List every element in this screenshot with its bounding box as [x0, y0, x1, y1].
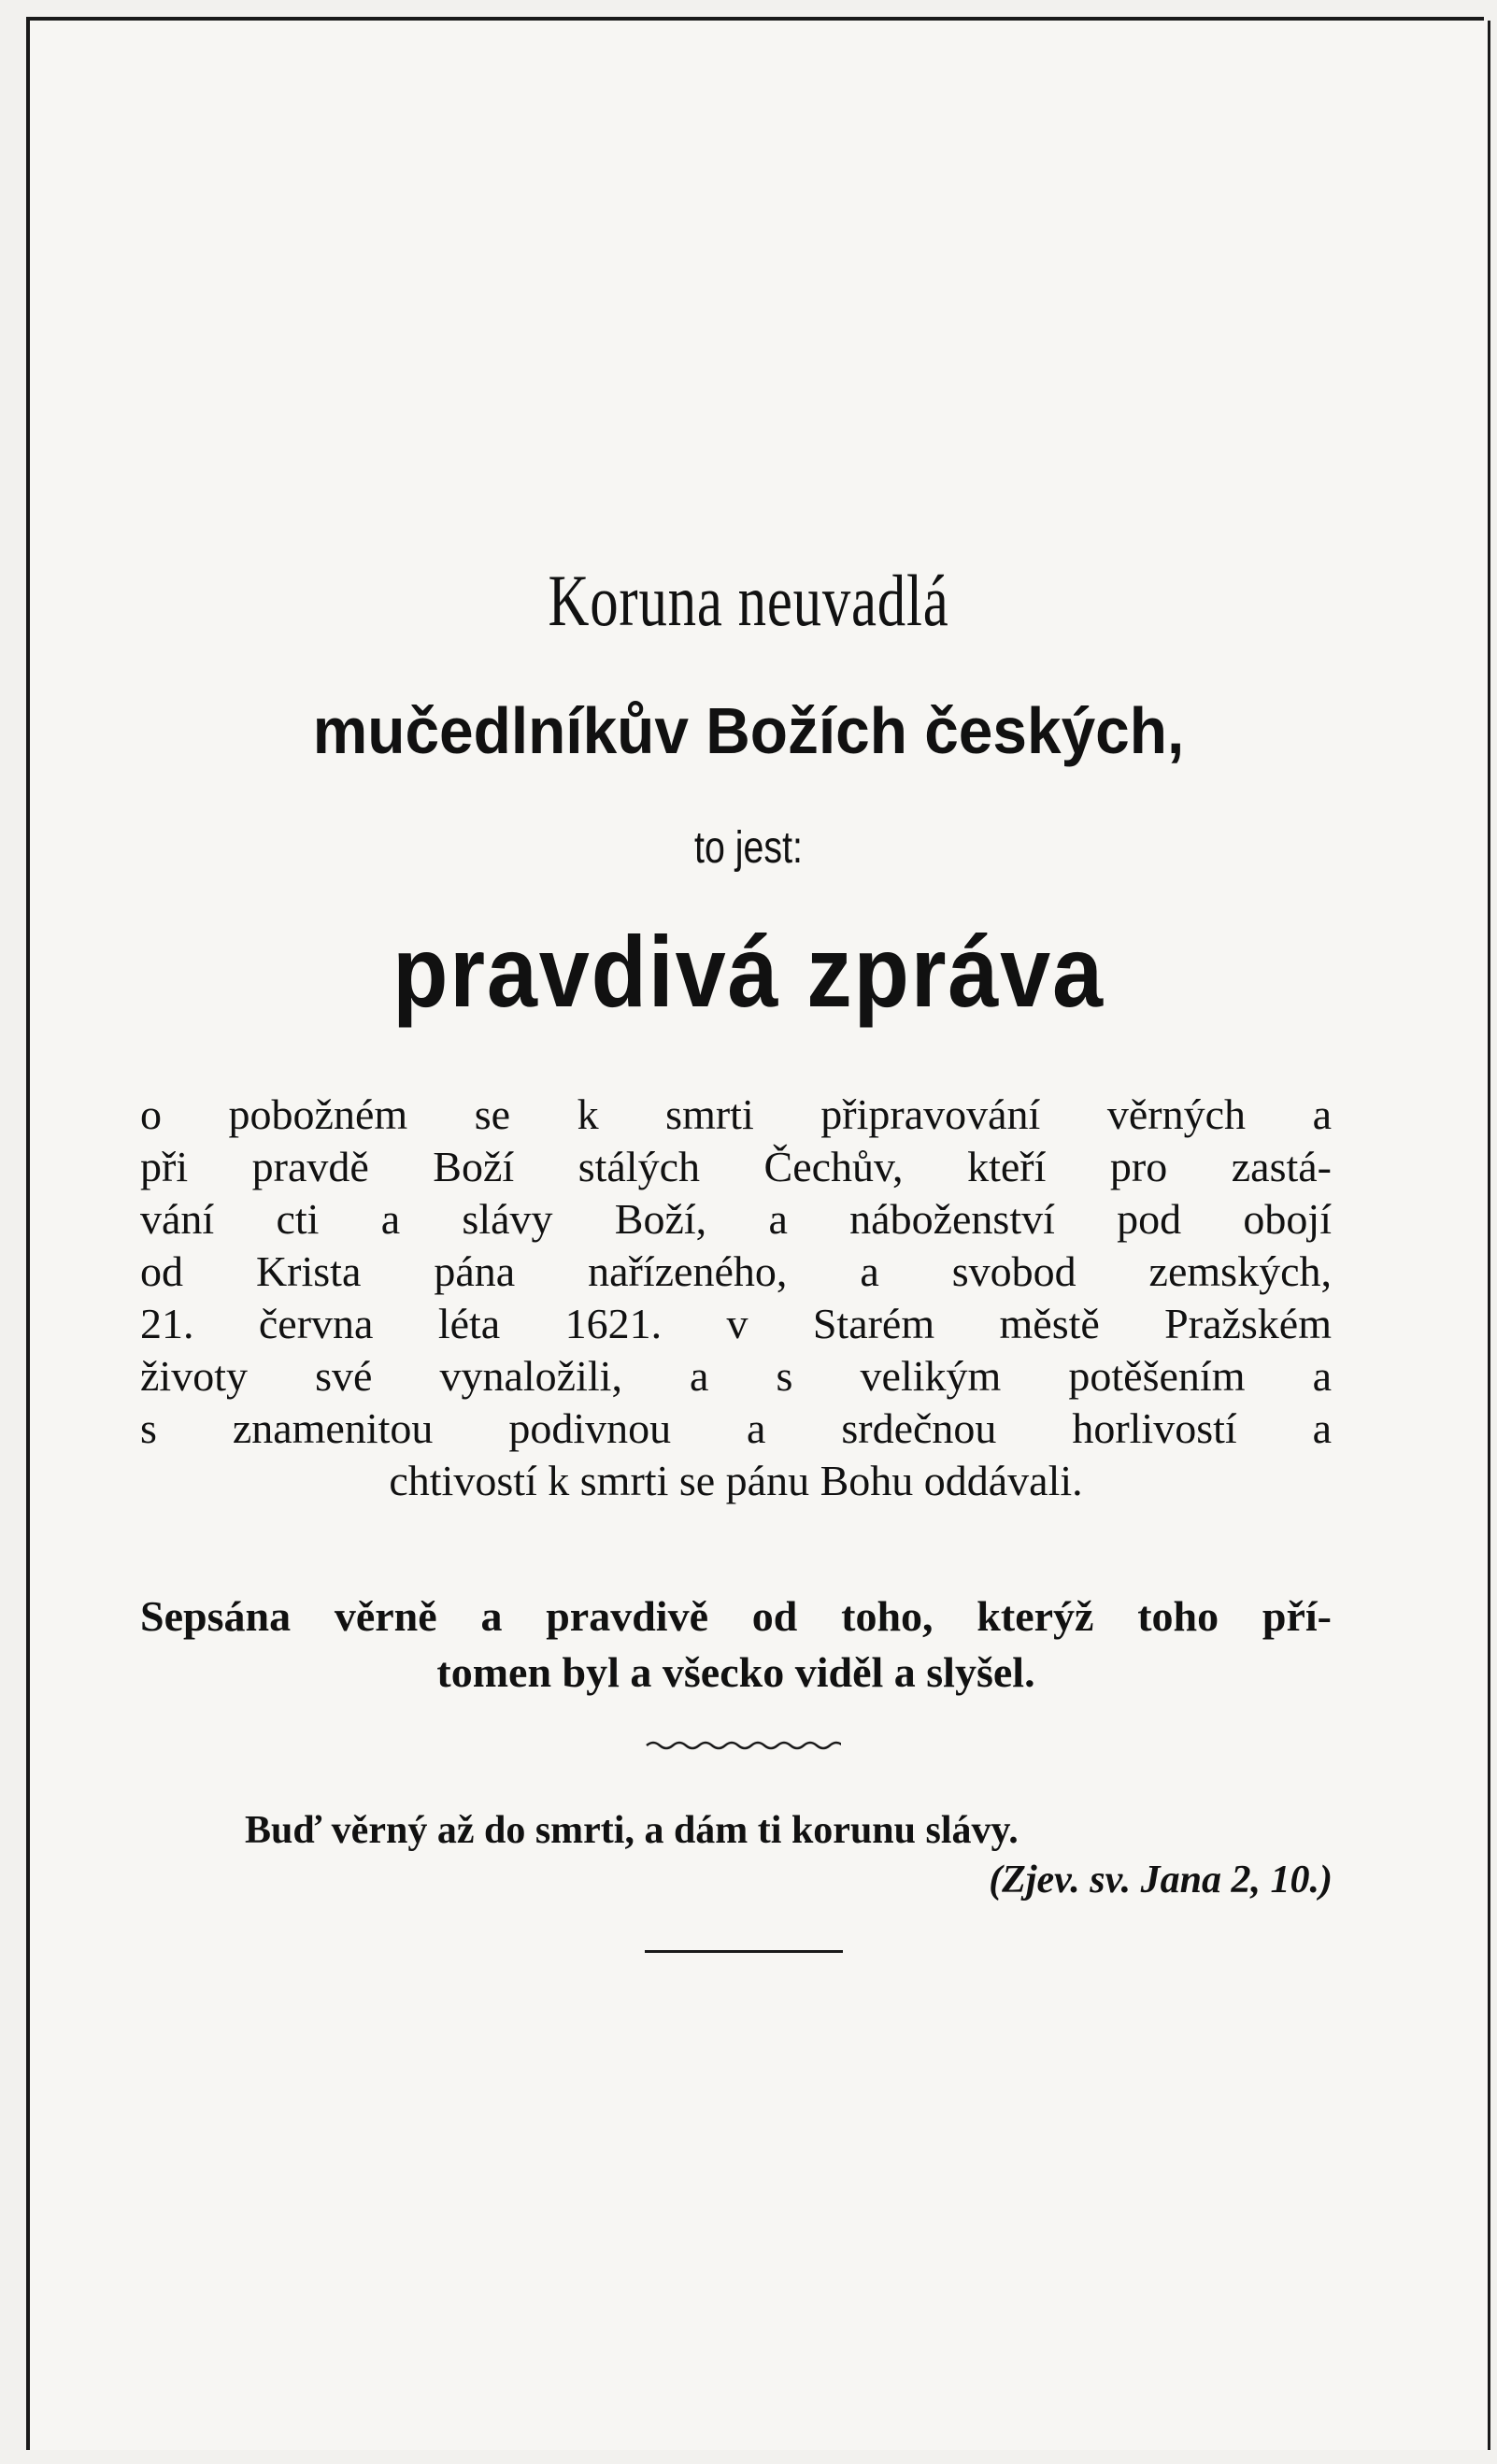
- body-line: při pravdě Boží stálých Čechův, kteří pro zastá-: [140, 1143, 1332, 1190]
- title-line-3: to jest:: [694, 823, 803, 873]
- attribution-line: tomen byl a všecko viděl a slyšel.: [436, 1648, 1035, 1696]
- wavy-divider: [645, 1738, 841, 1757]
- body-paragraph: [140, 1089, 1332, 1507]
- title-line-4: pravdivá zpráva: [392, 915, 1105, 1028]
- bottom-divider: [645, 1950, 843, 1953]
- body-line: chtivostí k smrti se pánu Bohu oddávali.: [389, 1457, 1083, 1504]
- body-line: vání cti a slávy Boží, a náboženství pod obojí: [140, 1195, 1332, 1243]
- attribution-paragraph: [140, 1588, 1332, 1701]
- body-line: 21. června léta 1621. v Starém městě Pražském: [140, 1300, 1332, 1347]
- motto-reference: (Zjev. sv. Jana 2, 10.): [989, 1859, 1333, 1901]
- motto-quote: Buď věrný až do smrti, a dám ti korunu slávy.: [245, 1809, 1019, 1852]
- attribution-line: Sepsána věrně a pravdivě od toho, kterýž toho pří-: [140, 1592, 1332, 1640]
- title-line-1: Koruna neuvadlá: [548, 560, 949, 641]
- body-line: životy své vynaložili, a s velikým potěšením a: [140, 1352, 1332, 1400]
- body-line: od Krista pána nařízeného, a svobod zemských,: [140, 1247, 1332, 1295]
- body-line: s znamenitou podivnou a srdečnou horlivostí a: [140, 1404, 1332, 1452]
- title-line-2: mučedlníkův Božích českých,: [312, 694, 1185, 767]
- body-line: o pobožném se k smrti připravování věrných a: [140, 1090, 1332, 1138]
